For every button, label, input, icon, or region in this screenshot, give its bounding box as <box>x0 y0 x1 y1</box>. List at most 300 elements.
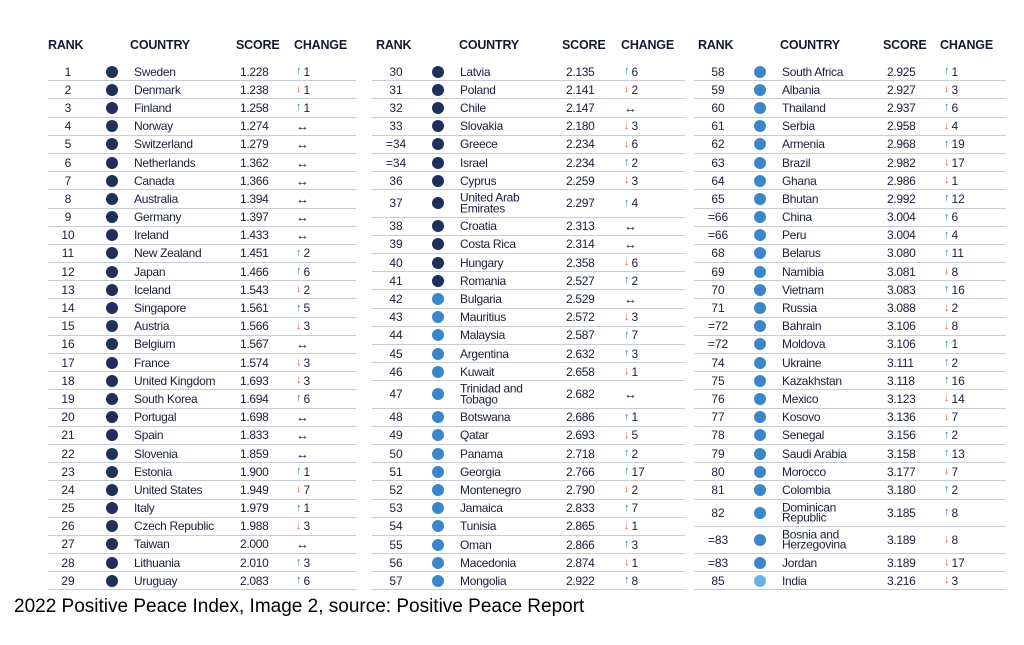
region-dot-icon <box>754 320 766 332</box>
country-name: Costa Rica <box>460 237 516 252</box>
table-row <box>48 554 356 572</box>
table-row <box>694 481 1006 499</box>
arrow-down-icon: ↓ <box>296 83 302 96</box>
table-row <box>48 99 356 117</box>
region-dot-icon <box>754 375 766 387</box>
rank-value: 11 <box>61 246 75 261</box>
rank-value: 14 <box>61 301 75 316</box>
region-dot-icon <box>432 575 444 587</box>
rank-value: 49 <box>389 428 403 443</box>
region-dot-icon <box>432 293 444 305</box>
table-row <box>372 190 685 217</box>
rank-value: =66 <box>707 210 729 225</box>
change-indicator <box>624 501 638 515</box>
region-dot-icon <box>432 429 444 441</box>
score-value: 3.185 <box>887 505 916 520</box>
arrow-down-icon: ↓ <box>624 174 630 187</box>
country-name: Greece <box>460 137 498 152</box>
country-name: Ireland <box>134 228 169 243</box>
score-value: 1.949 <box>240 482 269 497</box>
arrow-down-icon: ↓ <box>944 83 950 96</box>
table-row <box>372 500 685 518</box>
country-name: Jordan <box>782 555 817 570</box>
score-value: 1.694 <box>240 391 269 406</box>
table-row <box>372 136 685 154</box>
no-change-icon: ↔ <box>296 118 309 134</box>
arrow-down-icon: ↓ <box>624 365 630 378</box>
region-dot-icon <box>432 539 444 551</box>
arrow-up-icon: ↑ <box>944 65 950 78</box>
rank-value: 57 <box>389 573 403 588</box>
rank-value: 79 <box>711 446 725 461</box>
rank-value: 30 <box>389 64 403 79</box>
country-name: Netherlands <box>134 155 196 170</box>
region-dot-icon <box>106 429 118 441</box>
rank-value: 17 <box>61 355 75 370</box>
region-dot-icon <box>432 257 444 269</box>
no-change-icon: ↔ <box>296 536 309 552</box>
change-indicator <box>624 83 638 97</box>
arrow-up-icon: ↑ <box>944 356 950 369</box>
change-indicator <box>296 411 309 424</box>
region-dot-icon <box>754 466 766 478</box>
score-value: 1.279 <box>240 137 269 152</box>
rank-value: 53 <box>389 501 403 516</box>
change-value: 6 <box>951 210 959 225</box>
change-value: 1 <box>303 501 311 516</box>
table-row <box>694 445 1006 463</box>
region-dot-icon <box>432 84 444 96</box>
arrow-down-icon: ↓ <box>624 137 630 150</box>
region-dot-icon <box>432 120 444 132</box>
score-value: 2.992 <box>887 191 916 206</box>
score-value: 2.147 <box>566 100 595 115</box>
change-indicator <box>624 556 638 570</box>
rank-value: 7 <box>64 173 72 188</box>
arrow-up-icon: ↑ <box>296 556 302 569</box>
rank-value: 38 <box>389 219 403 234</box>
change-value: 6 <box>951 100 959 115</box>
rank-value: 22 <box>61 446 75 461</box>
change-value: 17 <box>951 155 965 170</box>
change-value: 5 <box>303 301 311 316</box>
score-value: 2.529 <box>566 291 595 306</box>
country-name: Taiwan <box>134 537 170 552</box>
score-value: 2.766 <box>566 464 595 479</box>
table-row <box>694 372 1006 390</box>
rank-value: 41 <box>389 273 403 288</box>
country-name: Tunisia <box>460 519 497 534</box>
rank-value: 60 <box>711 100 725 115</box>
change-value: 6 <box>303 573 311 588</box>
region-dot-icon <box>432 220 444 232</box>
no-change-icon: ↔ <box>624 218 637 234</box>
no-change-icon: ↔ <box>624 100 637 116</box>
change-value: 16 <box>951 373 965 388</box>
country-name: Canada <box>134 173 175 188</box>
country-name: Saudi Arabia <box>782 446 847 461</box>
country-name: Israel <box>460 155 488 170</box>
country-name: Panama <box>460 446 503 461</box>
score-value: 2.874 <box>566 555 595 570</box>
region-dot-icon <box>754 534 766 546</box>
rank-value: 29 <box>61 573 75 588</box>
arrow-up-icon: ↑ <box>624 328 630 341</box>
score-value: 3.158 <box>887 446 916 461</box>
table-row <box>694 263 1006 281</box>
change-value: 7 <box>631 328 639 343</box>
region-dot-icon <box>432 557 444 569</box>
arrow-down-icon: ↓ <box>296 519 302 532</box>
rank-value: 69 <box>711 264 725 279</box>
table-row <box>48 136 356 154</box>
country-name: Qatar <box>460 428 489 443</box>
rank-value: 21 <box>61 428 75 443</box>
arrow-up-icon: ↑ <box>296 501 302 514</box>
rank-value: =72 <box>707 337 729 352</box>
score-value: 2.234 <box>566 155 595 170</box>
table-row <box>372 572 685 590</box>
change-value: 1 <box>631 519 639 534</box>
column-header <box>48 38 356 60</box>
rank-value: 65 <box>711 191 725 206</box>
score-value: 1.543 <box>240 282 269 297</box>
change-value: 1 <box>303 64 311 79</box>
table-row <box>48 227 356 245</box>
country-name: Slovenia <box>134 446 178 461</box>
change-value: 3 <box>631 173 639 188</box>
arrow-up-icon: ↑ <box>944 246 950 259</box>
region-dot-icon <box>754 357 766 369</box>
rank-value: 56 <box>389 555 403 570</box>
change-indicator <box>296 519 310 533</box>
score-value: 2.982 <box>887 155 916 170</box>
change-indicator <box>624 574 638 588</box>
change-value: 8 <box>631 573 639 588</box>
score-value: 1.859 <box>240 446 269 461</box>
table-row <box>372 254 685 272</box>
change-value: 14 <box>951 391 965 406</box>
arrow-up-icon: ↑ <box>944 428 950 441</box>
rank-value: 3 <box>64 100 72 115</box>
arrow-down-icon: ↓ <box>944 301 950 314</box>
change-indicator <box>624 156 638 170</box>
no-change-icon: ↔ <box>296 209 309 225</box>
rank-value: =34 <box>385 155 407 170</box>
change-indicator <box>296 65 310 79</box>
rank-value: 44 <box>389 328 403 343</box>
change-indicator <box>624 365 638 379</box>
rank-value: 37 <box>389 196 403 211</box>
score-value: 3.118 <box>887 373 915 388</box>
rank-value: 9 <box>64 210 72 225</box>
arrow-down-icon: ↓ <box>296 483 302 496</box>
table-row <box>48 536 356 554</box>
change-indicator <box>944 533 958 547</box>
change-indicator <box>944 319 958 333</box>
region-dot-icon <box>106 466 118 478</box>
table-row <box>694 527 1006 554</box>
table-row <box>372 463 685 481</box>
region-dot-icon <box>432 484 444 496</box>
change-indicator <box>296 356 310 370</box>
change-indicator <box>944 83 958 97</box>
score-value: 3.088 <box>887 301 916 316</box>
score-value: 1.574 <box>240 355 269 370</box>
arrow-down-icon: ↓ <box>944 119 950 132</box>
arrow-up-icon: ↑ <box>624 274 630 287</box>
arrow-up-icon: ↑ <box>944 374 950 387</box>
region-dot-icon <box>432 102 444 114</box>
country-name: Armenia <box>782 137 825 152</box>
rank-value: =83 <box>707 555 729 570</box>
score-value: 2.000 <box>240 537 269 552</box>
region-dot-icon <box>432 448 444 460</box>
table-row <box>372 327 685 345</box>
country-name: Colombia <box>782 482 831 497</box>
change-value: 3 <box>631 310 639 325</box>
change-value: 6 <box>303 264 311 279</box>
table-row <box>694 463 1006 481</box>
change-value: 2 <box>951 301 959 316</box>
rank-value: 2 <box>64 82 72 97</box>
country-name: Hungary <box>460 255 504 270</box>
region-dot-icon <box>754 284 766 296</box>
arrow-down-icon: ↓ <box>944 533 950 546</box>
arrow-down-icon: ↓ <box>944 556 950 569</box>
change-indicator <box>296 283 310 297</box>
rank-value: 43 <box>389 310 403 325</box>
arrow-up-icon: ↑ <box>624 574 630 587</box>
region-dot-icon <box>432 275 444 287</box>
rank-value: =66 <box>707 228 729 243</box>
region-dot-icon <box>754 448 766 460</box>
country-name: China <box>782 209 812 224</box>
region-dot-icon <box>432 388 444 400</box>
rank-value: 77 <box>711 410 725 425</box>
arrow-down-icon: ↓ <box>624 256 630 269</box>
score-value: 2.658 <box>566 364 595 379</box>
rank-value: 70 <box>711 282 725 297</box>
arrow-down-icon: ↓ <box>296 283 302 296</box>
score-value: 3.189 <box>887 532 916 547</box>
score-value: 2.927 <box>887 82 916 97</box>
table-row <box>48 63 356 81</box>
arrow-up-icon: ↑ <box>944 210 950 223</box>
rank-value: 76 <box>711 391 725 406</box>
region-dot-icon <box>106 102 118 114</box>
change-indicator <box>624 196 638 210</box>
table-row <box>694 281 1006 299</box>
change-value: 8 <box>951 532 959 547</box>
rank-value: 71 <box>711 301 725 316</box>
score-value: 2.632 <box>566 346 595 361</box>
change-value: 2 <box>631 273 639 288</box>
score-value: 1.833 <box>240 428 269 443</box>
score-value: 2.686 <box>566 410 595 425</box>
region-dot-icon <box>754 138 766 150</box>
country-name: Portugal <box>134 409 177 424</box>
region-dot-icon <box>106 211 118 223</box>
change-indicator <box>296 192 309 205</box>
rank-value: 6 <box>64 155 72 170</box>
country-name: Kuwait <box>460 364 495 379</box>
change-value: 1 <box>303 82 311 97</box>
change-indicator <box>296 374 310 388</box>
score-value: 2.358 <box>566 255 595 270</box>
change-value: 7 <box>951 410 959 425</box>
country-name: Denmark <box>134 82 181 97</box>
table-row <box>48 154 356 172</box>
region-dot-icon <box>106 229 118 241</box>
rank-value: 18 <box>61 373 75 388</box>
rank-value: 26 <box>61 519 75 534</box>
region-dot-icon <box>432 197 444 209</box>
rank-value: 45 <box>389 346 403 361</box>
arrow-up-icon: ↑ <box>624 501 630 514</box>
change-indicator <box>296 483 310 497</box>
region-dot-icon <box>754 66 766 78</box>
score-value: 2.297 <box>566 196 595 211</box>
region-dot-icon <box>432 66 444 78</box>
score-value: 3.004 <box>887 210 916 225</box>
change-value: 8 <box>951 264 959 279</box>
change-indicator <box>944 265 958 279</box>
country-name: Romania <box>460 273 506 288</box>
region-dot-icon <box>754 211 766 223</box>
arrow-up-icon: ↑ <box>944 447 950 460</box>
arrow-down-icon: ↓ <box>944 465 950 478</box>
rank-value: 39 <box>389 237 403 252</box>
table-row <box>694 118 1006 136</box>
change-value: 3 <box>631 537 639 552</box>
country-header: COUNTRY <box>780 38 840 52</box>
change-value: 7 <box>631 501 639 516</box>
arrow-down-icon: ↓ <box>296 319 302 332</box>
region-dot-icon <box>106 66 118 78</box>
table-row <box>372 81 685 99</box>
country-name: Peru <box>782 228 807 243</box>
change-value: 1 <box>951 64 959 79</box>
arrow-up-icon: ↑ <box>944 506 950 519</box>
score-value: 3.156 <box>887 428 916 443</box>
rank-value: 40 <box>389 255 403 270</box>
change-indicator <box>296 101 310 115</box>
rank-value: 10 <box>61 228 75 243</box>
country-name: Norway <box>134 118 173 133</box>
arrow-up-icon: ↑ <box>944 337 950 350</box>
score-value: 1.900 <box>240 464 269 479</box>
change-indicator <box>296 538 309 551</box>
table-row <box>372 481 685 499</box>
table-row <box>694 572 1006 590</box>
no-change-icon: ↔ <box>296 336 309 352</box>
change-value: 19 <box>951 137 965 152</box>
change-indicator <box>944 119 958 133</box>
score-value: 3.106 <box>887 319 916 334</box>
change-indicator <box>944 101 958 115</box>
table-row <box>694 554 1006 572</box>
table-row <box>372 154 685 172</box>
change-value: 4 <box>951 228 959 243</box>
table-row <box>48 209 356 227</box>
change-indicator <box>944 337 958 351</box>
region-dot-icon <box>432 502 444 514</box>
region-dot-icon <box>106 357 118 369</box>
country-name: Belarus <box>782 246 821 261</box>
change-value: 6 <box>631 64 639 79</box>
rank-value: 19 <box>61 391 75 406</box>
score-value: 1.433 <box>240 228 269 243</box>
table-row <box>694 99 1006 117</box>
change-indicator <box>624 256 638 270</box>
country-name: Slovakia <box>460 118 503 133</box>
table-row <box>48 172 356 190</box>
score-value: 1.566 <box>240 319 269 334</box>
change-value: 1 <box>631 555 639 570</box>
country-name: Montenegro <box>460 482 522 497</box>
table-row <box>372 63 685 81</box>
region-dot-icon <box>432 411 444 423</box>
score-value: 1.693 <box>240 373 269 388</box>
change-indicator <box>944 301 958 315</box>
rank-value: 47 <box>389 387 403 402</box>
table-row <box>48 245 356 263</box>
score-value: 3.111 <box>887 355 914 370</box>
arrow-up-icon: ↑ <box>296 246 302 259</box>
arrow-up-icon: ↑ <box>944 101 950 114</box>
country-name: Iceland <box>134 282 171 297</box>
country-name: Mauritius <box>460 309 506 324</box>
region-dot-icon <box>106 284 118 296</box>
country-name: Bulgaria <box>460 291 502 306</box>
change-indicator <box>944 574 958 588</box>
rank-value: 31 <box>389 82 403 97</box>
arrow-up-icon: ↑ <box>296 65 302 78</box>
region-dot-icon <box>432 466 444 478</box>
country-name: United Kingdom <box>134 373 216 388</box>
score-value: 1.567 <box>240 337 269 352</box>
change-indicator <box>624 101 637 114</box>
table-row <box>48 427 356 445</box>
table-row <box>694 190 1006 208</box>
rank-value: 5 <box>64 137 72 152</box>
ranking-rows <box>48 63 356 590</box>
rank-value: 50 <box>389 446 403 461</box>
score-value: 3.180 <box>887 482 916 497</box>
score-value: 2.925 <box>887 64 916 79</box>
table-row <box>48 481 356 499</box>
change-indicator <box>944 483 958 497</box>
rank-value: 20 <box>61 410 75 425</box>
region-dot-icon <box>106 538 118 550</box>
region-dot-icon <box>754 193 766 205</box>
table-row <box>372 409 685 427</box>
change-indicator <box>296 338 309 351</box>
table-row <box>372 290 685 308</box>
arrow-up-icon: ↑ <box>624 156 630 169</box>
table-row <box>694 427 1006 445</box>
arrow-down-icon: ↓ <box>624 483 630 496</box>
score-value: 3.106 <box>887 337 916 352</box>
arrow-down-icon: ↓ <box>624 556 630 569</box>
score-value: 2.922 <box>566 573 595 588</box>
country-name: Germany <box>134 209 182 224</box>
change-indicator <box>296 465 310 479</box>
arrow-up-icon: ↑ <box>296 301 302 314</box>
change-indicator <box>944 192 965 206</box>
country-name: Bhutan <box>782 191 819 206</box>
